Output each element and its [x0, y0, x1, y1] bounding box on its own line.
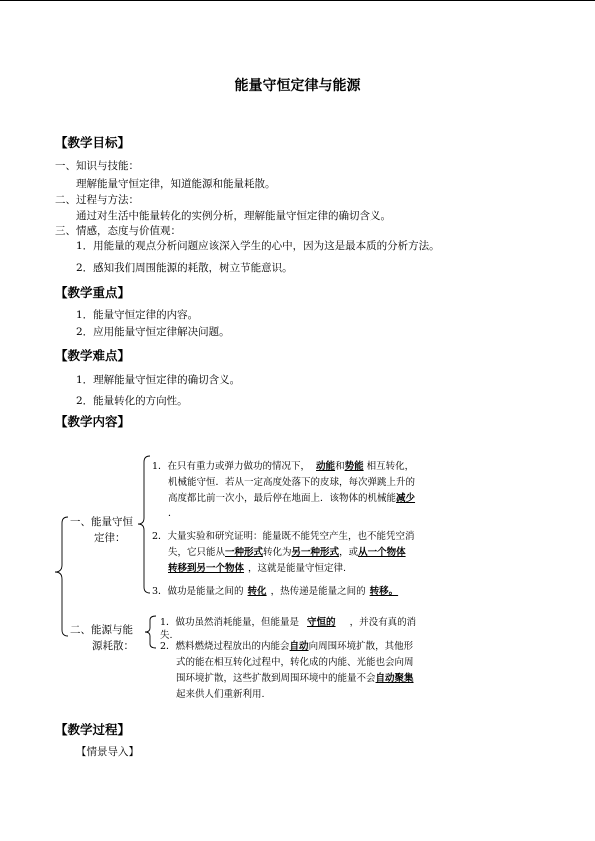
group1-item1-line2: 机械能守恒．若从一定高度处落下的皮球，每次弹跳上升的 — [168, 477, 416, 488]
section-heading-content: 【教学内容】 — [55, 414, 131, 429]
group2-item1-line1: 1．做功虽然消耗能量，但能量是 守恒的 ，并没有真的消 — [160, 617, 417, 628]
group1-item1-line3: 高度都比前一次小，最后停在地面上．该物体的机械能减少 — [168, 493, 416, 504]
group1-item2-line3: 转移到另一个物体 ，这就是能量守恒定律. — [168, 563, 347, 574]
difficulty-2: 2．能量转化的方向性。 — [76, 395, 188, 407]
group1-item2-line1: 2．大量实验和研究证明：能量既不能凭空产生，也不能凭空消 — [152, 531, 415, 542]
difficulty-1: 1．理解能量守恒定律的确切含义。 — [76, 374, 241, 386]
group2-item2-line2: 式的能在相互转化过程中，转化成的内能、光能也会向周 — [176, 657, 414, 668]
process-subheading: 【情景导入】 — [76, 746, 139, 758]
group1-item3: 3．做功是能量之间的 转化 ，热传递是能量之间的 转移。 — [152, 586, 399, 597]
section-heading-goals: 【教学目标】 — [55, 135, 131, 150]
goal-2-heading: 二、过程与方法： — [55, 194, 139, 206]
section-heading-process: 【教学过程】 — [55, 722, 131, 737]
group2-item2-line3: 围环境扩散，这些扩散到周围环境中的能量不会自动聚集 — [176, 673, 414, 684]
page-title: 能量守恒定律与能源 — [234, 78, 361, 94]
group2-label-line1: 二、能源与能 — [70, 624, 133, 636]
goal-2-text: 通过对生活中能量转化的实例分析，理解能量守恒定律的确切含义。 — [76, 210, 391, 222]
goal-1-heading: 一、知识与技能： — [55, 160, 139, 172]
section-heading-difficulties: 【教学难点】 — [55, 348, 131, 363]
group2-item2-line4: 起来供人们重新利用. — [176, 689, 265, 700]
goal-3-heading: 三、情感，态度与价值观： — [55, 225, 181, 237]
group1-item1-line4: ． — [168, 508, 178, 519]
goal-3-item-1: 1．用能量的观点分析问题应该深入学生的心中，因为这是最本质的分析方法。 — [76, 240, 440, 252]
goal-1-text: 理解能量守恒定律，知道能源和能量耗散。 — [76, 178, 276, 190]
group2-item2-line1: 2．燃料燃烧过程放出的内能会自动向周围环境扩散，其他形 — [160, 641, 414, 652]
group1-item2-line2: 失，它只能从一种形式转化为另一种形式，或从一个物体 — [168, 547, 406, 558]
group2-brace — [145, 616, 156, 648]
group2-item1-line2: 失. — [160, 630, 173, 641]
group1-label-line2: 定律： — [94, 532, 126, 544]
goal-3-item-2: 2．感知我们周围能源的耗散，树立节能意识。 — [76, 262, 293, 274]
section-heading-key-points: 【教学重点】 — [55, 285, 131, 300]
outer-brace — [55, 517, 68, 636]
group1-label-line1: 一、能量守恒 — [70, 516, 133, 528]
group1-item1-line1: 1．在只有重力或弹力做功的情况下， 动能和势能 相互转化， — [152, 461, 415, 472]
key-point-2: 2．应用能量守恒定律解决问题。 — [76, 326, 230, 338]
group2-label-line2: 源耗散： — [92, 640, 134, 652]
key-point-1: 1．能量守恒定律的内容。 — [76, 309, 199, 321]
group1-brace — [138, 456, 150, 593]
